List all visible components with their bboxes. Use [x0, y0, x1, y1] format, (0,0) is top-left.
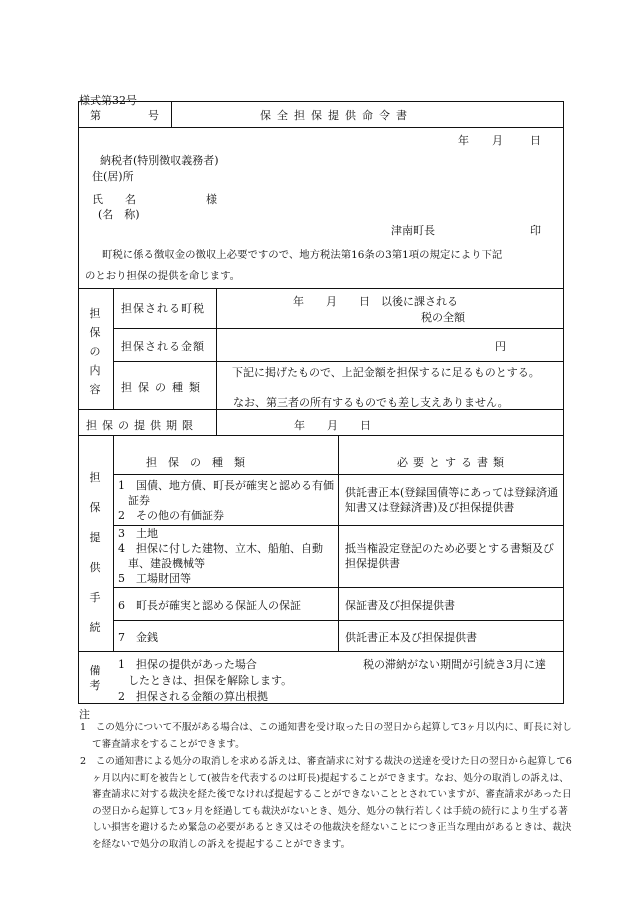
remarks-line-1b: 税の滞納がない期間が引続き3月に達: [363, 658, 546, 671]
col-security-type-header: 担 保 の 種 類: [146, 456, 245, 469]
sama-label: 様: [206, 193, 217, 206]
procedure-side-label: 担保提供手続: [89, 471, 101, 634]
security-type-item: 3 土地: [118, 527, 158, 540]
remarks-line-1c: したときは、担保を解除します。: [128, 674, 293, 687]
security-type-item: 4 担保に付した建物、立木、船舶、自動車、建設機械等: [118, 542, 323, 570]
issuer-name: 津南町長: [391, 224, 435, 237]
number-suffix: 号: [148, 109, 159, 122]
date-month: 月: [492, 134, 503, 147]
notes-heading: 注: [79, 708, 90, 721]
number-prefix: 第: [90, 109, 101, 122]
date-year: 年: [458, 134, 469, 147]
remarks-line-1a: 1 担保の提供があった場合: [118, 658, 257, 671]
remarks-side-label: 備考: [89, 664, 101, 692]
intro-line-2: のとおり担保の提供を命じます。: [85, 270, 241, 282]
seal-mark: 印: [530, 224, 541, 237]
secured-amount-label: 担保される金額: [121, 340, 205, 353]
security-row-1-type: [118, 478, 334, 523]
security-type-item: 1 国債、地方債、町長が確実と認める有価証券: [118, 479, 334, 507]
content-side-label: 担保の内容: [89, 307, 101, 396]
secured-tax-value-2: 税の全額: [421, 311, 465, 324]
security-type-note: なお、第三者の所有するものでも差し支えありません。: [233, 396, 509, 409]
security-type-item: 2 その他の有価証券: [118, 509, 224, 522]
document-title: 保全担保提供命令書: [260, 109, 413, 122]
security-row-3-docs: 保証書及び担保提供書: [345, 599, 455, 612]
note-2: 2 この通知書による処分の取消しを求める訴えは、審査請求に対する裁決の送達を受けた日の翌日から起算して6ヶ月以内に町を被告として(被告を代表するのは町長)提起することができます。なお、処分の取消しの訴えは、審査請求に対する裁決を経た後でなければ提起することができないこととされていますが、審査請求があった日の翌日から起算して3ヶ月を経過しても裁決がないとき、処分、処分の執行若しくは手続の続行により生ずる著しい損害を避けるため緊急の必要があるとき又はその他裁決を経ないことにつき正当な理由があるときは、裁決を経ないで処分の取消しの訴えを提起することができます。: [80, 756, 572, 850]
security-row-3-type: 6 町長が確実と認める保証人の保証: [118, 599, 301, 612]
date-day: 日: [530, 134, 541, 147]
address-label: 住(居)所: [92, 170, 134, 183]
security-row-2-docs: 抵当権設定登記のため必要とする書類及び担保提供書: [345, 542, 554, 570]
note-1: 1 この処分について不服がある場合は、この通知書を受け取った日の翌日から起算して3ヶ月以内に、町長に対して審査請求をすることができます。: [80, 722, 572, 750]
corporate-name-label: (名 称): [98, 208, 140, 221]
secured-tax-value: 年 月 日 以後に課される: [293, 295, 458, 308]
name-label: 氏 名: [92, 193, 136, 206]
security-row-4-docs: 供託書正本及び担保提供書: [345, 631, 477, 644]
security-type-value: 下記に掲げたもので、上記金額を担保するに足るものとする。: [232, 366, 540, 379]
deadline-value: 年 月 日: [294, 419, 371, 432]
security-type-item: 5 工場財団等: [118, 572, 191, 585]
security-type-label: 担保の種類: [121, 381, 206, 394]
intro-line-1: 町税に係る徴収金の徴収上必要ですので、地方税法第16条の3第1項の規定により下記: [102, 249, 503, 261]
secured-amount-yen: 円: [495, 340, 506, 353]
security-row-4-type: 7 金銭: [118, 631, 158, 644]
taxpayer-label: 納税者(特別徴収義務者): [100, 154, 219, 167]
form-number: 様式第32号: [79, 94, 137, 107]
col-documents-header: 必要とする書類: [397, 456, 509, 469]
remarks-line-2: 2 担保される金額の算出根拠: [118, 690, 268, 703]
security-row-2-type: [118, 526, 334, 586]
deadline-label: 担保の提供期限: [86, 419, 198, 432]
secured-tax-label: 担保される町税: [121, 302, 205, 315]
security-row-1-docs: 供託書正本(登録国債等にあっては登録済通知書又は登録済書)及び担保提供書: [345, 486, 559, 514]
